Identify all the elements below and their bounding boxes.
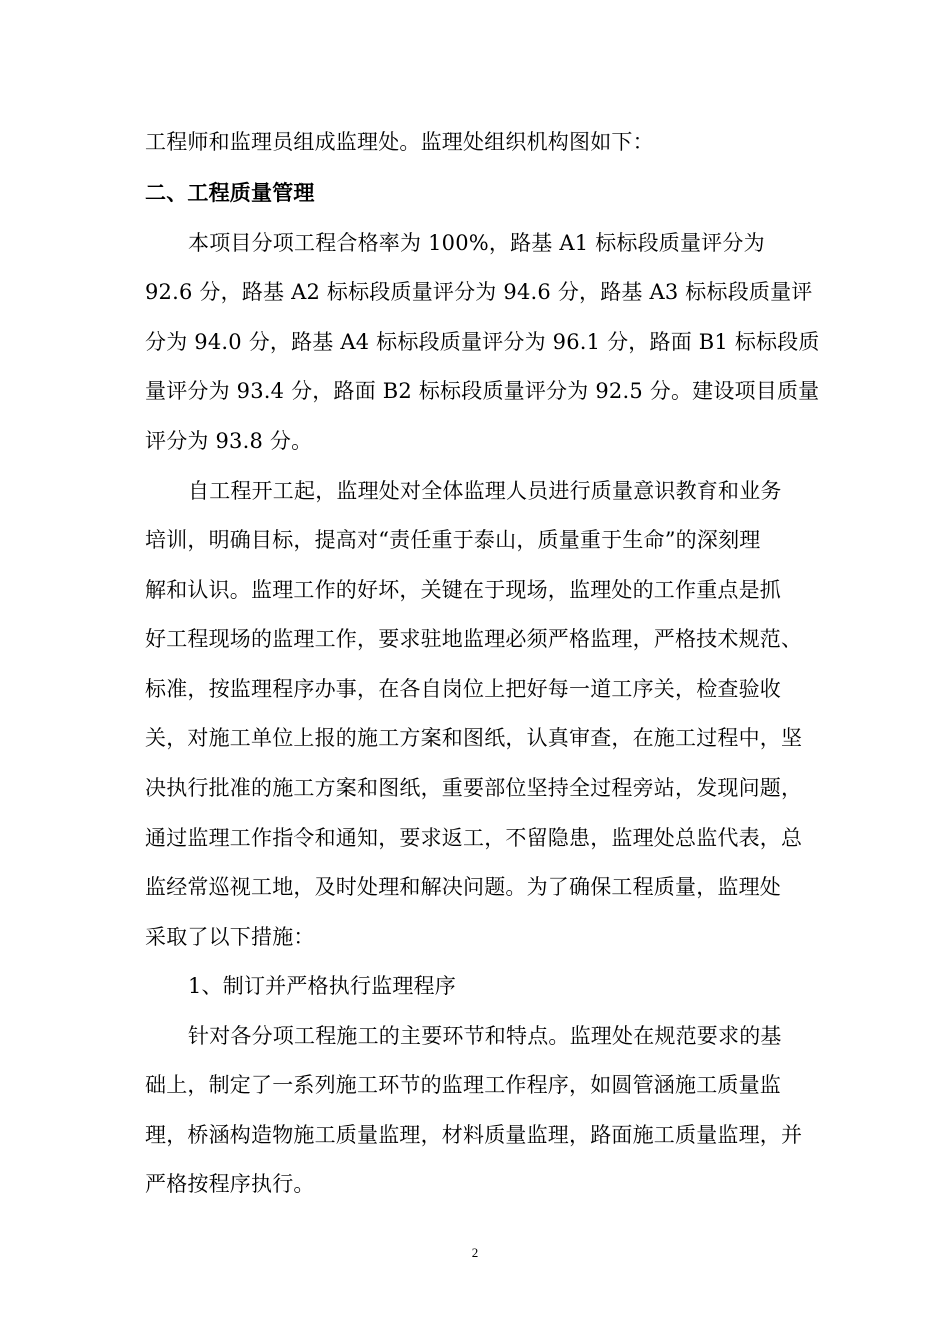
paragraph-line: 评分为 93.8 分。 (145, 429, 313, 453)
paragraph-line: 严格按程序执行。 (145, 1172, 315, 1196)
paragraph-line: 监经常巡视工地，及时处理和解决问题。为了确保工程质量，监理处 (145, 875, 781, 899)
paragraph-line: 标准，按监理程序办事，在各自岗位上把好每一道工序关，检查验收 (145, 677, 781, 701)
paragraph-line: 分为 94.0 分，路基 A4 标标段质量评分为 96.1 分，路面 B1 标标段质 (145, 330, 820, 354)
paragraph-line: 针对各分项工程施工的主要环节和特点。监理处在规范要求的基 (188, 1024, 782, 1048)
paragraph-line: 好工程现场的监理工作，要求驻地监理必须严格监理，严格技术规范、 (145, 627, 803, 651)
paragraph-line: 培训，明确目标，提高对“责任重于泰山，质量重于生命”的深刻理 (145, 528, 761, 552)
paragraph-line: 关，对施工单位上报的施工方案和图纸，认真审查，在施工过程中，坚 (145, 726, 803, 750)
paragraph-line: 础上，制定了一系列施工环节的监理工作程序，如圆管涵施工质量监 (145, 1073, 781, 1097)
paragraph-line: 通过监理工作指令和通知，要求返工，不留隐患，监理处总监代表，总 (145, 826, 803, 850)
paragraph-line: 本项目分项工程合格率为 100%，路基 A1 标标段质量评分为 (188, 231, 765, 255)
paragraph-line: 92.6 分，路基 A2 标标段质量评分为 94.6 分，路基 A3 标标段质量评 (145, 280, 813, 304)
page-number: 2 (471, 1245, 479, 1260)
paragraph-line: 解和认识。监理工作的好坏，关键在于现场，监理处的工作重点是抓 (145, 578, 781, 602)
paragraph-line: 决执行批准的施工方案和图纸，重要部位坚持全过程旁站，发现问题， (145, 776, 803, 800)
paragraph-line: 采取了以下措施： (145, 925, 315, 949)
paragraph-line: 理，桥涵构造物施工质量监理，材料质量监理，路面施工质量监理，并 (145, 1123, 803, 1147)
paragraph-line: 工程师和监理员组成监理处。监理处组织机构图如下： (145, 130, 654, 154)
paragraph-line: 自工程开工起，监理处对全体监理人员进行质量意识教育和业务 (188, 479, 782, 503)
paragraph-line: 量评分为 93.4 分，路面 B2 标标段质量评分为 92.5 分。建设项目质量 (145, 379, 820, 403)
list-item-heading: 1、制订并严格执行监理程序 (188, 974, 456, 998)
section-heading: 二、工程质量管理 (145, 181, 315, 205)
